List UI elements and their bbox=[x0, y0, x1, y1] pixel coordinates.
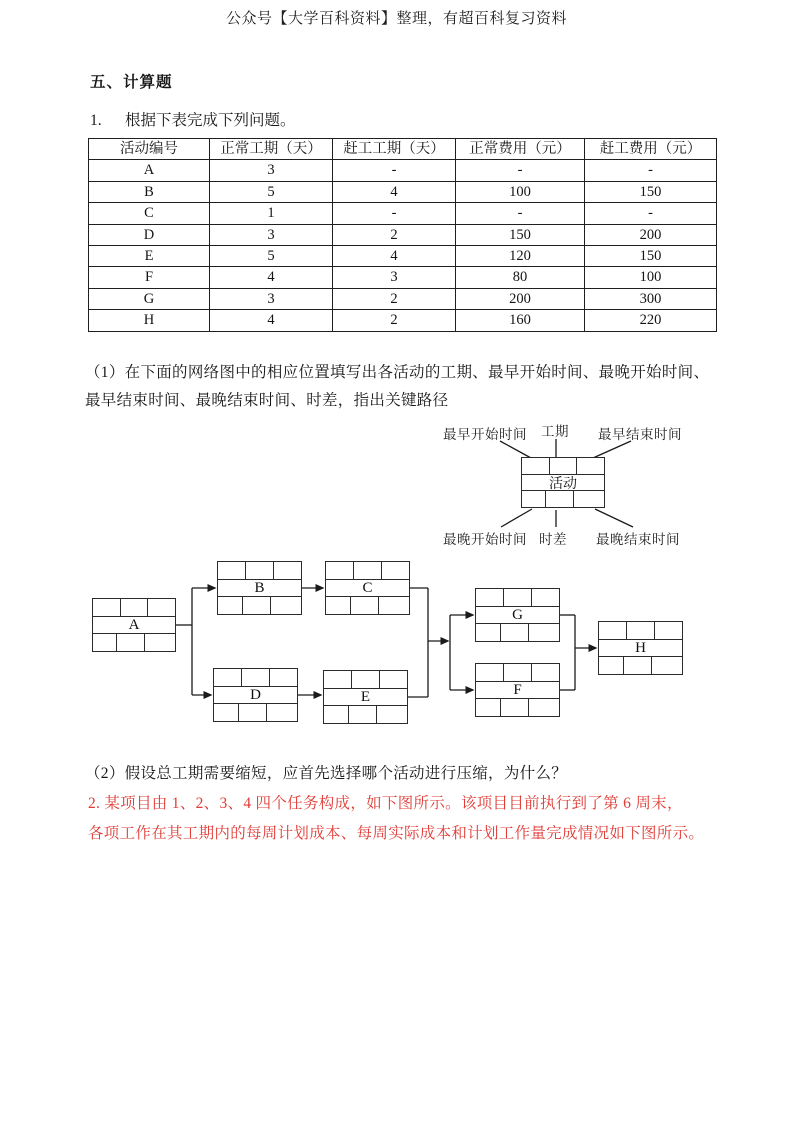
blank-cell bbox=[324, 706, 348, 723]
blank-cell bbox=[324, 671, 351, 688]
table-header-cell: 正常工期（天） bbox=[210, 139, 333, 160]
blank-cell bbox=[218, 562, 245, 579]
node-label: B bbox=[254, 579, 265, 596]
node-label: F bbox=[513, 681, 522, 698]
blank-cell bbox=[351, 671, 379, 688]
blank-cell bbox=[503, 589, 531, 606]
table-cell: C bbox=[89, 203, 210, 224]
table-cell: E bbox=[89, 245, 210, 266]
blank-cell bbox=[376, 706, 407, 723]
legend-duration-label: 工期 bbox=[541, 424, 569, 439]
legend-earliest-finish-label: 最早结束时间 bbox=[598, 427, 682, 442]
table-cell: - bbox=[456, 160, 585, 181]
table-cell: 5 bbox=[210, 245, 333, 266]
activity-node-e bbox=[323, 670, 408, 724]
blank-cell bbox=[378, 597, 409, 614]
table-cell: 150 bbox=[585, 181, 717, 202]
table-row bbox=[89, 160, 717, 181]
table-row bbox=[89, 310, 717, 331]
table-cell: 200 bbox=[456, 288, 585, 309]
table-cell: 3 bbox=[333, 267, 456, 288]
table-row bbox=[89, 267, 717, 288]
blank-cell bbox=[214, 704, 238, 721]
blank-cell bbox=[93, 599, 120, 616]
table-header-cell: 活动编号 bbox=[89, 139, 210, 160]
table-cell: 100 bbox=[585, 267, 717, 288]
table-cell: 120 bbox=[456, 245, 585, 266]
activity-node-f bbox=[475, 663, 560, 717]
table-cell: - bbox=[585, 203, 717, 224]
blank-cell bbox=[599, 657, 623, 674]
blank-cell bbox=[353, 562, 381, 579]
doc-watermark-header: 公众号【大学百科资料】整理，有超百科复习资料 bbox=[225, 11, 567, 27]
table-cell: 100 bbox=[456, 181, 585, 202]
legend-earliest-start-label: 最早开始时间 bbox=[443, 427, 527, 442]
legend-activity-box bbox=[521, 457, 605, 508]
table-cell: 220 bbox=[585, 310, 717, 331]
blank-cell bbox=[500, 699, 528, 716]
table-cell: 3 bbox=[210, 224, 333, 245]
table-cell: 160 bbox=[456, 310, 585, 331]
node-label: D bbox=[250, 686, 261, 703]
blank-cell bbox=[576, 458, 604, 474]
table-cell: 2 bbox=[333, 288, 456, 309]
activity-node-c bbox=[325, 561, 410, 615]
table-cell: G bbox=[89, 288, 210, 309]
legend-box-label: 活动 bbox=[549, 476, 577, 492]
blank-cell bbox=[120, 599, 148, 616]
table-cell: 150 bbox=[585, 245, 717, 266]
blank-cell bbox=[626, 622, 654, 639]
table-cell: 4 bbox=[210, 310, 333, 331]
blank-cell bbox=[522, 458, 549, 474]
legend-box-middle-row bbox=[522, 475, 604, 492]
activity-node-g bbox=[475, 588, 560, 642]
table-row bbox=[89, 288, 717, 309]
node-label: C bbox=[362, 579, 373, 596]
blank-cell bbox=[218, 597, 242, 614]
blank-cell bbox=[147, 599, 175, 616]
table-cell: A bbox=[89, 160, 210, 181]
question-1-marker: 1. bbox=[90, 112, 102, 129]
blank-cell bbox=[245, 562, 273, 579]
table-cell: 4 bbox=[210, 267, 333, 288]
blank-cell bbox=[266, 704, 297, 721]
table-header-cell: 正常费用（元） bbox=[456, 139, 585, 160]
blank-cell bbox=[476, 699, 500, 716]
blank-cell bbox=[269, 669, 297, 686]
blank-cell bbox=[528, 624, 559, 641]
table-cell: B bbox=[89, 181, 210, 202]
blank-cell bbox=[326, 562, 353, 579]
table-cell: - bbox=[585, 160, 717, 181]
table-header-row bbox=[89, 139, 717, 160]
table-cell: - bbox=[333, 203, 456, 224]
blank-cell bbox=[531, 589, 559, 606]
question-1-sub1-line2: 最早结束时间、最晚结束时间、时差，指出关键路径 bbox=[85, 392, 449, 409]
question-1-intro bbox=[90, 108, 296, 130]
blank-cell bbox=[476, 664, 503, 681]
node-label: A bbox=[128, 616, 140, 633]
node-label: G bbox=[512, 606, 523, 623]
blank-cell bbox=[599, 622, 626, 639]
activity-node-h bbox=[598, 621, 683, 675]
blank-cell bbox=[573, 491, 604, 507]
table-cell: 80 bbox=[456, 267, 585, 288]
table-row bbox=[89, 181, 717, 202]
table-cell: F bbox=[89, 267, 210, 288]
question-2-line1: 2. 某项目由 1、2、3、4 四个任务构成，如下图所示。该项目目前执行到了第 6 周末， bbox=[88, 795, 683, 812]
blank-cell bbox=[651, 657, 682, 674]
table-row bbox=[89, 245, 717, 266]
blank-cell bbox=[93, 634, 116, 651]
blank-cell bbox=[350, 597, 378, 614]
legend-float-label: 时差 bbox=[539, 532, 567, 547]
table-cell: 5 bbox=[210, 181, 333, 202]
table-cell: 3 bbox=[210, 160, 333, 181]
section-heading: 五、计算题 bbox=[90, 74, 173, 91]
table-cell: 2 bbox=[333, 310, 456, 331]
blank-cell bbox=[144, 634, 175, 651]
blank-cell bbox=[528, 699, 559, 716]
question-1-text: 根据下表完成下列问题。 bbox=[125, 112, 296, 129]
table-cell: - bbox=[456, 203, 585, 224]
blank-cell bbox=[348, 706, 376, 723]
question-2-line2: 各项工作在其工期内的每周计划成本、每周实际成本和计划工作量完成情况如下图所示。 bbox=[88, 825, 705, 842]
blank-cell bbox=[476, 589, 503, 606]
table-cell: 200 bbox=[585, 224, 717, 245]
table-cell: D bbox=[89, 224, 210, 245]
blank-cell bbox=[270, 597, 301, 614]
table-cell: 4 bbox=[333, 245, 456, 266]
table-cell: 1 bbox=[210, 203, 333, 224]
table-cell: 2 bbox=[333, 224, 456, 245]
table-header-cell: 赶工费用（元） bbox=[585, 139, 717, 160]
blank-cell bbox=[545, 491, 573, 507]
blank-cell bbox=[654, 622, 682, 639]
activity-cost-table bbox=[88, 138, 717, 332]
blank-cell bbox=[241, 669, 269, 686]
legend-box-bottom-row bbox=[522, 491, 604, 507]
blank-cell bbox=[531, 664, 559, 681]
table-cell: 300 bbox=[585, 288, 717, 309]
node-label: E bbox=[360, 688, 371, 705]
activity-node-b bbox=[217, 561, 302, 615]
node-label: H bbox=[635, 639, 646, 656]
table-cell: H bbox=[89, 310, 210, 331]
activity-node-d bbox=[213, 668, 298, 722]
table-cell: - bbox=[333, 160, 456, 181]
blank-cell bbox=[379, 671, 407, 688]
blank-cell bbox=[116, 634, 144, 651]
table-row bbox=[89, 203, 717, 224]
blank-cell bbox=[273, 562, 301, 579]
table-row bbox=[89, 224, 717, 245]
legend-latest-finish-label: 最晚结束时间 bbox=[596, 532, 680, 547]
question-1-sub1-line1: （1）在下面的网络图中的相应位置填写出各活动的工期、最早开始时间、最晚开始时间、 bbox=[85, 364, 710, 381]
table-cell: 3 bbox=[210, 288, 333, 309]
question-1-sub2: （2）假设总工期需要缩短，应首先选择哪个活动进行压缩，为什么？ bbox=[85, 765, 568, 782]
table-cell: 4 bbox=[333, 181, 456, 202]
blank-cell bbox=[214, 669, 241, 686]
table-cell: 150 bbox=[456, 224, 585, 245]
blank-cell bbox=[381, 562, 409, 579]
blank-cell bbox=[522, 491, 545, 507]
activity-node-a bbox=[92, 598, 176, 652]
legend-latest-start-label: 最晚开始时间 bbox=[443, 532, 527, 547]
blank-cell bbox=[326, 597, 350, 614]
blank-cell bbox=[476, 624, 500, 641]
blank-cell bbox=[242, 597, 270, 614]
blank-cell bbox=[500, 624, 528, 641]
table-header-cell: 赶工工期（天） bbox=[333, 139, 456, 160]
blank-cell bbox=[549, 458, 577, 474]
blank-cell bbox=[503, 664, 531, 681]
blank-cell bbox=[238, 704, 266, 721]
blank-cell bbox=[623, 657, 651, 674]
